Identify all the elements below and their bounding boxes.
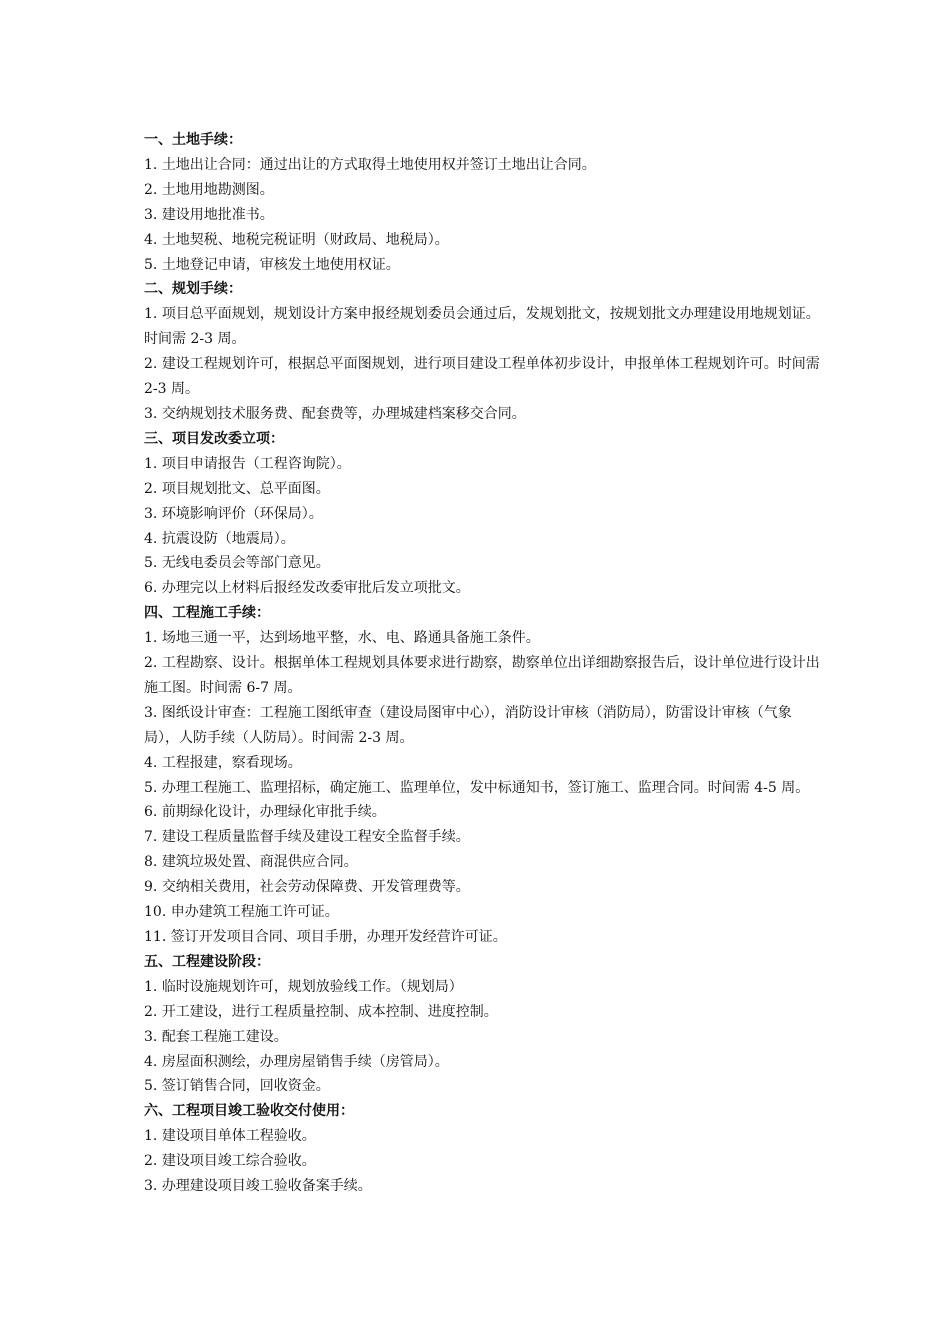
list-item bbox=[144, 1025, 824, 1050]
document-page bbox=[144, 128, 824, 1199]
list-item bbox=[144, 576, 824, 601]
section-heading: 五、工程建设阶段： bbox=[144, 953, 270, 970]
list-item bbox=[144, 900, 824, 925]
item-text: 土地用地勘测图。 bbox=[161, 181, 274, 198]
item-text: 工程勘察、设计。根据单体工程规划具体要求进行勘察，勘察单位出详细勘察报告后，设计单位进行设计出施工图。时间需 6-7 周。 bbox=[144, 655, 820, 696]
list-item bbox=[144, 203, 824, 228]
list-item bbox=[144, 502, 824, 527]
list-item bbox=[144, 352, 824, 402]
item-number: 2. bbox=[144, 480, 158, 497]
list-item bbox=[144, 1174, 824, 1199]
item-number: 6. bbox=[144, 580, 158, 597]
item-number: 1. bbox=[144, 455, 158, 472]
item-number: 6. bbox=[144, 804, 158, 821]
list-item bbox=[144, 527, 824, 552]
item-text: 无线电委员会等部门意见。 bbox=[161, 555, 330, 572]
item-number: 1. bbox=[144, 306, 158, 323]
list-item bbox=[144, 551, 824, 576]
item-number: 2. bbox=[144, 356, 158, 373]
list-item bbox=[144, 975, 824, 1000]
item-text: 房屋面积测绘，办理房屋销售手续（房管局）。 bbox=[161, 1053, 449, 1070]
list-item bbox=[144, 402, 824, 427]
section-heading: 二、规划手续： bbox=[144, 281, 242, 298]
item-number: 2. bbox=[144, 1003, 158, 1020]
list-item bbox=[144, 751, 824, 776]
item-text: 土地登记申请，审核发土地使用权证。 bbox=[161, 256, 400, 273]
item-number: 9. bbox=[144, 879, 158, 896]
item-text: 办理完以上材料后报经发改委审批后发立项批文。 bbox=[161, 580, 470, 597]
item-text: 建设项目单体工程验收。 bbox=[161, 1128, 316, 1145]
list-item bbox=[144, 1124, 824, 1149]
section-heading: 三、项目发改委立项： bbox=[144, 430, 284, 447]
item-number: 11. bbox=[144, 929, 167, 945]
list-item bbox=[144, 875, 824, 900]
item-text: 工程报建，察看现场。 bbox=[161, 754, 302, 771]
item-text: 土地契税、地税完税证明（财政局、地税局）。 bbox=[161, 231, 449, 248]
section-heading: 四、工程施工手续： bbox=[144, 605, 270, 622]
item-text: 建筑垃圾处置、商混供应合同。 bbox=[161, 854, 358, 871]
list-item bbox=[144, 776, 824, 801]
list-item bbox=[144, 228, 824, 253]
list-item bbox=[144, 477, 824, 502]
item-number: 3. bbox=[144, 704, 158, 721]
item-number: 5. bbox=[144, 779, 158, 796]
list-item bbox=[144, 626, 824, 651]
list-item bbox=[144, 1149, 824, 1174]
item-number: 3. bbox=[144, 1178, 158, 1195]
item-number: 2. bbox=[144, 181, 158, 198]
item-text: 土地出让合同：通过出让的方式取得土地使用权并签订土地出让合同。 bbox=[161, 156, 596, 173]
item-number: 2. bbox=[144, 1153, 158, 1170]
list-item bbox=[144, 1050, 824, 1075]
item-text: 项目总平面规划，规划设计方案申报经规划委员会通过后，发规划批文，按规划批文办理建设用地规划证。时间需 2-3 周。 bbox=[144, 306, 820, 348]
item-text: 建设用地批准书。 bbox=[161, 206, 274, 223]
list-item bbox=[144, 302, 824, 352]
item-number: 4. bbox=[144, 1053, 158, 1070]
list-item bbox=[144, 153, 824, 178]
item-text: 前期绿化设计，办理绿化审批手续。 bbox=[161, 804, 386, 821]
item-number: 4. bbox=[144, 530, 158, 547]
item-number: 4. bbox=[144, 231, 158, 248]
item-number: 8. bbox=[144, 854, 158, 871]
section-heading: 六、工程项目竣工验收交付使用： bbox=[144, 1103, 354, 1120]
item-number: 5. bbox=[144, 256, 158, 273]
item-number: 4. bbox=[144, 754, 158, 771]
item-text: 签订销售合同，回收资金。 bbox=[161, 1078, 330, 1095]
item-number: 5. bbox=[144, 555, 158, 572]
list-item bbox=[144, 850, 824, 875]
item-text: 临时设施规划许可，规划放验线工作。（规划局） bbox=[161, 978, 463, 995]
item-text: 场地三通一平，达到场地平整，水、电、路通具备施工条件。 bbox=[161, 630, 540, 647]
list-item bbox=[144, 253, 824, 278]
item-text: 办理工程施工、监理招标，确定施工、监理单位，发中标通知书，签订施工、监理合同。时间需 4-5 周。 bbox=[161, 779, 810, 796]
item-number: 1. bbox=[144, 156, 158, 173]
item-number: 2. bbox=[144, 655, 158, 672]
item-text: 建设工程规划许可，根据总平面图规划，进行项目建设工程单体初步设计，申报单体工程规划许可。时间需 2-3 周。 bbox=[144, 356, 820, 398]
item-text: 交纳相关费用，社会劳动保障费、开发管理费等。 bbox=[161, 879, 470, 896]
item-text: 配套工程施工建设。 bbox=[161, 1028, 288, 1045]
list-item bbox=[144, 800, 824, 825]
item-number: 1. bbox=[144, 1128, 158, 1145]
list-item bbox=[144, 925, 824, 950]
list-item bbox=[144, 452, 824, 477]
item-text: 项目申请报告（工程咨询院）。 bbox=[161, 455, 351, 472]
item-text: 项目规划批文、总平面图。 bbox=[161, 480, 330, 497]
item-number: 1. bbox=[144, 630, 158, 647]
list-item bbox=[144, 651, 824, 701]
item-number: 3. bbox=[144, 1028, 158, 1045]
list-item bbox=[144, 825, 824, 850]
item-text: 建设项目竣工综合验收。 bbox=[161, 1153, 316, 1170]
item-text: 抗震设防（地震局）。 bbox=[161, 530, 295, 547]
item-text: 办理建设项目竣工验收备案手续。 bbox=[161, 1178, 372, 1195]
item-text: 开工建设，进行工程质量控制、成本控制、进度控制。 bbox=[161, 1003, 498, 1020]
item-number: 7. bbox=[144, 829, 158, 846]
item-number: 1. bbox=[144, 978, 158, 995]
item-text: 环境影响评价（环保局）。 bbox=[161, 505, 323, 522]
item-text: 申办建筑工程施工许可证。 bbox=[170, 904, 339, 921]
list-item bbox=[144, 1074, 824, 1099]
list-item bbox=[144, 1000, 824, 1025]
item-number: 3. bbox=[144, 206, 158, 223]
section-heading: 一、土地手续： bbox=[144, 132, 242, 148]
list-item bbox=[144, 701, 824, 751]
item-text: 建设工程质量监督手续及建设工程安全监督手续。 bbox=[161, 829, 470, 846]
item-number: 3. bbox=[144, 405, 158, 422]
item-number: 10. bbox=[144, 904, 167, 921]
item-text: 图纸设计审查：工程施工图纸审查（建设局图审中心），消防设计审核（消防局），防雷设计审核（气象局），人防手续（人防局）。时间需 2-3 周。 bbox=[144, 704, 792, 746]
item-text: 交纳规划技术服务费、配套费等，办理城建档案移交合同。 bbox=[161, 405, 526, 422]
item-number: 5. bbox=[144, 1078, 158, 1095]
item-text: 签订开发项目合同、项目手册，办理开发经营许可证。 bbox=[170, 929, 507, 945]
list-item bbox=[144, 178, 824, 203]
item-number: 3. bbox=[144, 505, 158, 522]
